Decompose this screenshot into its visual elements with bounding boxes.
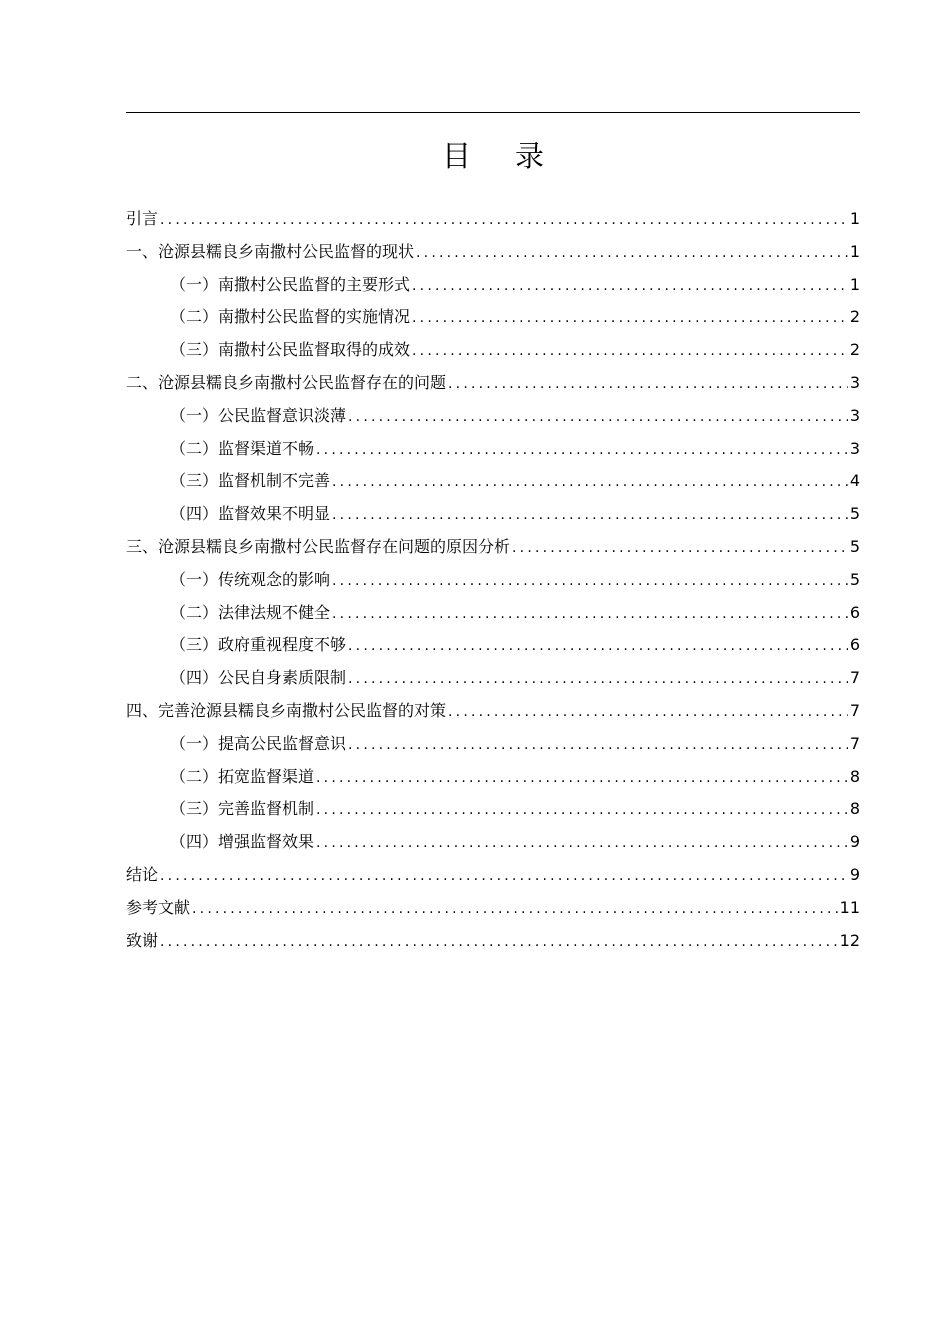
toc-page-number: 8 xyxy=(849,766,860,786)
dot-leader xyxy=(332,499,848,531)
toc-page-number: 1 xyxy=(849,241,860,261)
toc-entry[interactable] xyxy=(126,400,860,433)
toc-entry-text: 三、沧源县糯良乡南撒村公民监督存在问题的原因分析 xyxy=(126,536,511,556)
toc-page-number: 4 xyxy=(849,471,860,491)
toc-entry-text: （一）提高公民监督意识 xyxy=(170,733,347,753)
toc-entry[interactable] xyxy=(126,433,860,466)
dot-leader xyxy=(412,302,848,334)
dot-leader xyxy=(316,827,848,859)
toc-entry-text: 二、沧源县糯良乡南撒村公民监督存在的问题 xyxy=(126,372,447,392)
toc-entry[interactable] xyxy=(126,695,860,728)
toc-entry-text: 参考文献 xyxy=(126,897,191,917)
toc-entry-text: （三）完善监督机制 xyxy=(170,799,315,819)
dot-leader xyxy=(192,893,838,925)
toc-page-number: 9 xyxy=(849,864,860,884)
toc-entry-text: 结论 xyxy=(126,864,159,884)
toc-entry[interactable] xyxy=(126,728,860,761)
toc-entry-text: （二）法律法规不健全 xyxy=(170,602,331,622)
toc-page-number: 7 xyxy=(849,700,860,720)
toc-title: 目录 xyxy=(441,139,588,173)
toc-entry[interactable] xyxy=(126,564,860,597)
toc-page-number: 9 xyxy=(849,832,860,852)
toc-page-number: 8 xyxy=(849,799,860,819)
dot-leader xyxy=(316,762,848,794)
toc-entry-text: （一）南撒村公民监督的主要形式 xyxy=(170,274,411,294)
toc-page-number: 1 xyxy=(849,274,860,294)
toc-entry[interactable] xyxy=(126,531,860,564)
dot-leader xyxy=(512,532,848,564)
toc-entry-text: 引言 xyxy=(126,209,159,228)
toc-page-number: 11 xyxy=(839,897,860,917)
toc-entry[interactable] xyxy=(126,629,860,662)
toc-entry[interactable] xyxy=(126,334,860,367)
toc-entry[interactable] xyxy=(126,236,860,269)
toc-page-number: 5 xyxy=(849,504,860,524)
toc-page-number: 7 xyxy=(849,733,860,753)
toc-entry-text: 一、沧源县糯良乡南撒村公民监督的现状 xyxy=(126,241,415,261)
toc-entry-text: （一）传统观念的影响 xyxy=(170,569,331,589)
toc-entry[interactable] xyxy=(126,465,860,498)
header-rule xyxy=(126,112,860,113)
toc-entry-text: （四）公民自身素质限制 xyxy=(170,668,347,688)
toc-page-number: 1 xyxy=(849,209,860,228)
toc-entry-text: （三）南撒村公民监督取得的成效 xyxy=(170,340,411,360)
toc-page-number: 5 xyxy=(849,536,860,556)
toc-entry[interactable] xyxy=(126,269,860,302)
toc-entry[interactable] xyxy=(126,761,860,794)
toc-page-number: 5 xyxy=(849,569,860,589)
toc-entry-text: （一）公民监督意识淡薄 xyxy=(170,405,347,425)
dot-leader xyxy=(348,630,848,662)
toc-page-number: 6 xyxy=(849,602,860,622)
toc-entry-text: （三）监督机制不完善 xyxy=(170,471,331,491)
toc-entry[interactable] xyxy=(126,203,860,236)
toc-entry-text: 致谢 xyxy=(126,930,159,950)
toc-page-number: 7 xyxy=(849,668,860,688)
toc-entry-text: （二）监督渠道不畅 xyxy=(170,438,315,458)
dot-leader xyxy=(316,434,848,466)
toc-entry[interactable] xyxy=(126,662,860,695)
dot-leader xyxy=(416,237,848,269)
dot-leader xyxy=(332,466,848,498)
dot-leader xyxy=(348,401,848,433)
toc-page-number: 2 xyxy=(849,307,860,327)
toc-entry-text: （二）南撒村公民监督的实施情况 xyxy=(170,307,411,327)
dot-leader xyxy=(332,598,848,630)
toc-entry[interactable] xyxy=(126,367,860,400)
toc-entry[interactable] xyxy=(126,859,860,892)
toc-entry-text: （四）增强监督效果 xyxy=(170,832,315,852)
toc-entry[interactable] xyxy=(126,597,860,630)
toc-entry-text: 四、完善沧源县糯良乡南撒村公民监督的对策 xyxy=(126,700,447,720)
toc-entry[interactable] xyxy=(126,826,860,859)
toc-page-number: 3 xyxy=(849,405,860,425)
toc-page-number: 2 xyxy=(849,340,860,360)
dot-leader xyxy=(160,860,848,892)
toc-page-number: 6 xyxy=(849,635,860,655)
dot-leader xyxy=(348,729,848,761)
dot-leader xyxy=(316,794,848,826)
toc-entry-text: （三）政府重视程度不够 xyxy=(170,635,347,655)
dot-leader xyxy=(332,565,848,597)
toc-page-number: 12 xyxy=(839,930,860,950)
toc-entry[interactable] xyxy=(126,892,860,925)
dot-leader xyxy=(412,270,848,302)
toc-entry-text: （二）拓宽监督渠道 xyxy=(170,766,315,786)
dot-leader xyxy=(448,696,848,728)
dot-leader xyxy=(160,926,838,958)
toc-entry[interactable] xyxy=(126,793,860,826)
toc-entry[interactable] xyxy=(126,498,860,531)
toc-entry-text: （四）监督效果不明显 xyxy=(170,504,331,524)
dot-leader xyxy=(448,368,848,400)
dot-leader xyxy=(160,204,848,236)
toc-entry[interactable] xyxy=(126,925,860,958)
toc-page-number: 3 xyxy=(849,438,860,458)
table-of-contents xyxy=(126,203,860,957)
toc-page-number: 3 xyxy=(849,372,860,392)
toc-entry[interactable] xyxy=(126,301,860,334)
dot-leader xyxy=(412,335,848,367)
dot-leader xyxy=(348,663,848,695)
